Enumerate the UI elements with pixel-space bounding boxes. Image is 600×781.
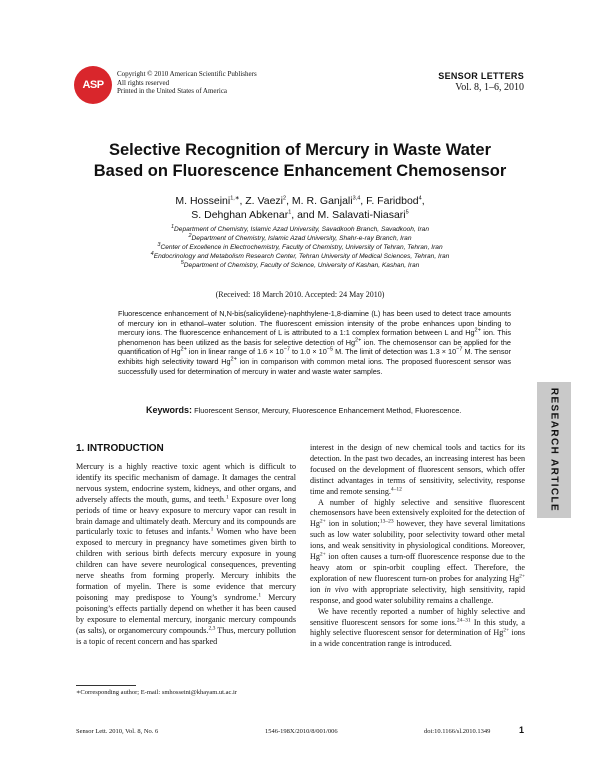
paragraph: interest in the design of new chemical tools and tactics for its detection. In the past two decades, an increasing interest has been focused on the development of fluorescent sensors, which offer distinct advantages in terms of sensitivity, selectivity, response time and remote sensing.$^{4-12}$ [310,443,525,496]
keywords [146,405,506,415]
article-type-label: RESEARCH ARTICLE [548,387,560,513]
journal-name: SENSOR LETTERS [438,71,524,81]
doi: doi:10.1166/sl.2010.1349 [424,728,491,735]
journal-info [438,71,524,93]
affiliation-1: $^1$Department of Chemistry, Islamic Azad University, Savadkooh Branch, Savadkooh, Iran [170,223,429,233]
article-title: Selective Recognition of Mercury in Waste Water Based on Fluorescence Enhancement Chemosensor [93,141,507,180]
affiliation-5: $^5$Department of Chemistry, Faculty of Science, University of Kashan, Kashan, Iran [180,259,420,269]
corresponding-author-note: ∗Corresponding author; E-mail: smhosseini@khayam.ut.ac.ir [76,689,237,696]
abstract: Fluorescence enhancement of N,N-bis(salicylidene)-naphthylene-1,8-diamine (L) has been used to detect trace amounts of mercury ion in ethanol–water solution. The fluorescent emission intensity of the probe enhances upon binding to mercury ions. The fluorescence enhancement of L is attributed to a 1:1 complex formation between L and $Hg^{2+}$ ion. This phenomenon has been utilized as the basis for selective detection of $Hg^{2+}$ ion. The chemosensor can be applied for the quantification of $Hg^{2+}$ ion in linear range of $1.6 \times 10^{-7}$ to $1.0 \times 10^{-5}$ M. The limit of detection was $1.3 \times 10^{-7}$ M. The sensor exhibits high selectivity toward $Hg^{2+}$ ion in comparison with common metal ions. The proposed fluorescent sensor was successfully used for determination of mercury in water and waste water samples. [118,309,511,376]
paragraph: We have recently reported a number of highly selective and sensitive fluorescent sensors for some ions.$^{24-31}$ In this study, a highly selective fluorescent sensor for determination of $Hg^{2+}$ ions in a wide concentration range is introduced. [310,606,525,649]
printed-line: Printed in the United States of America [117,87,228,95]
journal-citation: Sensor Lett. 2010, Vol. 8, No. 6 [76,728,159,735]
received-dates: (Received: 18 March 2010. Accepted: 24 May 2010) [215,290,385,299]
paragraph: Mercury is a highly reactive toxic agent which is difficult to identify its specific mechanism of damage. It damages the central nervous system, endocrine system, kidneys, and other organs, and adversely affects the mouth, gums, and teeth.$^1$ Exposure over long periods of time or heavy exposure to mercury vapor can result in brain damage and ultimately death. Mercury and its compounds are particularly toxic to fetuses and infants.$^1$ Women who have been exposed to mercury in pregnancy have sometimes given birth to children with serious birth defects mercury exposure in young children can have severe neurological consequences, preventing nerve sheaths from forming properly. Mercury inhibits the formation of myelin. There is some evidence that mercury poisoning may predispose to Young’s syndrome.$^1$ Mercury poisoning’s effects partially depend on whether it has been caused by exposure to elemental mercury, inorganic mercury compounds (as salts), or organomercury compounds.$^{2,3}$ Thus, mercury pollution is a topic of recent concern and has sparked [76,462,297,646]
column-left [76,462,296,647]
copyright-notice [117,70,257,96]
affiliation-2: $^2$Department of Chemistry, Islamic Azad University, Shahr-e-ray Branch, Iran [188,232,412,242]
issn-code: 1546-198X/2010/8/001/006 [265,728,338,735]
affiliations [0,225,600,270]
section-heading: 1. INTRODUCTION [76,443,164,454]
footnote-rule [76,685,136,686]
article-type-tab [537,382,571,518]
keywords-label: Keywords: [146,405,193,415]
affiliation-3: $^3$Center of Excellence in Electrochemistry, Faculty of Chemistry, University of Tehran, Tehran, Iran [157,241,443,251]
column-right [310,443,525,650]
authors-line-1: M. Hosseini$^{1,∗}$, Z. Vaezi$^2$, M. R. Ganjali$^{3,4}$, F. Faridbod$^4$, [175,195,425,207]
page-number: 1 [519,725,525,735]
journal-volume: Vol. 8, 1–6, 2010 [455,82,524,93]
copyright-line: Copyright © 2010 American Scientific Publishers [117,70,257,78]
publisher-logo: ASP [74,66,112,104]
paragraph: A number of highly selective and sensitive fluorescent chemosensors have been extensively exploited for the detection of $Hg^{2+}$ ion in solution;$^{13-23}$ however, they have several limitations such as low water solubility, poor selectivity toward other metal ions, and weak sensitivity in physiological conditions. Moreover, $Hg^{2+}$ ion often causes a turn-off fluorescence response due to the heavy atom or spin-orbit coupling effect. Therefore, the exploration of new fluorescent turn-on probes for analyzing $Hg^{2+}$ ion in vivo with appropriate selectivity, high sensitivity, rapid response, and good water solubility remains a challenge. [310,497,525,605]
authors-line-2: S. Dehghan Abkenar$^1$, and M. Salavati-Niasari$^5$ [191,209,409,221]
author-list [0,194,600,222]
keywords-text: Fluorescent Sensor, Mercury, Fluorescence Enhancement Method, Fluorescence. [194,406,462,415]
rights-line: All rights reserved [117,78,170,87]
affiliation-4: $^4$Endocrinology and Metabolism Research Center, Tehran University of Medical Sciences, Tehran, Iran [150,250,450,260]
